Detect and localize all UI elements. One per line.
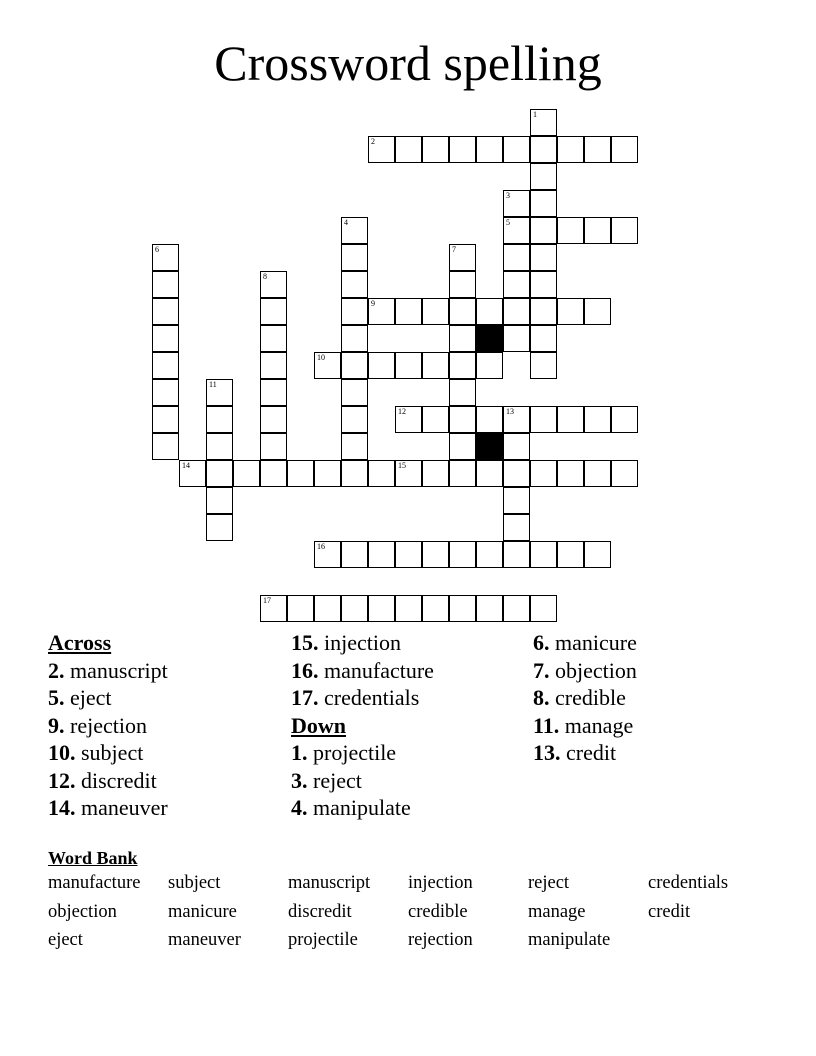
word-bank-word: manuscript [288, 873, 371, 893]
grid-cell[interactable] [611, 217, 638, 244]
grid-cell[interactable] [530, 325, 557, 352]
clue-number: 14 [182, 461, 190, 470]
clue-number: 12 [398, 407, 406, 416]
across-clue-9: 9. rejection [48, 712, 147, 738]
grid-cell[interactable] [449, 325, 476, 352]
grid-cell[interactable] [260, 271, 287, 298]
grid-cell[interactable] [584, 406, 611, 433]
clue-number: 10 [317, 353, 325, 362]
grid-cell[interactable] [449, 244, 476, 271]
across-clue-10: 10. subject [48, 740, 144, 765]
grid-cell[interactable] [530, 190, 557, 217]
grid-cell[interactable] [584, 541, 611, 568]
down-clue-3: 3. reject [291, 767, 362, 793]
grid-cell[interactable] [314, 595, 341, 622]
grid-cell[interactable] [503, 514, 530, 541]
grid-cell[interactable] [503, 595, 530, 622]
down-clue-13: 13. credit [533, 740, 617, 765]
across-clue-15: 15. injection [291, 630, 401, 655]
grid-cell[interactable] [449, 352, 476, 379]
grid-cell[interactable] [179, 460, 206, 487]
word-bank-word: rejection [408, 930, 473, 950]
grid-cell[interactable] [557, 298, 584, 325]
grid-cell[interactable] [395, 460, 422, 487]
grid-cell[interactable] [422, 298, 449, 325]
grid-cell[interactable] [503, 541, 530, 568]
grid-cell[interactable] [449, 298, 476, 325]
grid-cell[interactable] [449, 136, 476, 163]
grid-cell[interactable] [584, 298, 611, 325]
grid-cell[interactable] [422, 136, 449, 163]
grid-cell[interactable] [206, 379, 233, 406]
grid-cell[interactable] [476, 136, 503, 163]
grid-cell[interactable] [422, 406, 449, 433]
clue-number: 3 [506, 191, 510, 200]
grid-cell[interactable] [449, 433, 476, 460]
word-bank-word: eject [48, 930, 83, 950]
grid-cell[interactable] [476, 541, 503, 568]
word-bank-word: projectile [288, 930, 358, 950]
grid-cell[interactable] [503, 298, 530, 325]
black-cell [476, 325, 503, 352]
grid-cell[interactable] [287, 460, 314, 487]
clue-number: 17 [263, 596, 271, 605]
grid-cell[interactable] [530, 298, 557, 325]
grid-cell[interactable] [152, 433, 179, 460]
grid-cell[interactable] [152, 352, 179, 379]
grid-cell[interactable] [422, 460, 449, 487]
grid-cell[interactable] [422, 541, 449, 568]
down-clue-1: 1. projectile [291, 740, 397, 765]
clue-number: 15 [398, 461, 406, 470]
grid-cell[interactable] [476, 352, 503, 379]
word-bank-word: manage [528, 901, 586, 922]
grid-cell[interactable] [287, 595, 314, 622]
grid-cell[interactable] [530, 244, 557, 271]
grid-cell[interactable] [395, 298, 422, 325]
grid-cell[interactable] [314, 541, 341, 568]
grid-cell[interactable] [233, 460, 260, 487]
down-clue-8: 8. credible [533, 685, 626, 710]
down-heading: Down [291, 712, 347, 738]
grid-cell[interactable] [557, 460, 584, 487]
grid-cell[interactable] [260, 595, 287, 622]
grid-cell[interactable] [260, 379, 287, 406]
word-bank-word: manicure [168, 901, 237, 922]
grid-cell[interactable] [476, 406, 503, 433]
grid-cell[interactable] [584, 136, 611, 163]
grid-cell[interactable] [449, 406, 476, 433]
grid-cell[interactable] [341, 595, 368, 622]
grid-cell[interactable] [341, 406, 368, 433]
grid-cell[interactable] [530, 460, 557, 487]
grid-cell[interactable] [611, 460, 638, 487]
grid-cell[interactable] [503, 190, 530, 217]
clue-number: 16 [317, 542, 325, 551]
grid-cell[interactable] [530, 352, 557, 379]
grid-cell[interactable] [422, 595, 449, 622]
grid-cell[interactable] [341, 460, 368, 487]
grid-cell[interactable] [530, 109, 557, 136]
grid-cell[interactable] [503, 406, 530, 433]
across-heading: Across [48, 630, 112, 655]
clue-number: 8 [263, 272, 267, 281]
across-clue-14: 14. maneuver [48, 795, 168, 820]
grid-cell[interactable] [260, 460, 287, 487]
grid-cell[interactable] [206, 514, 233, 541]
grid-cell[interactable] [260, 298, 287, 325]
grid-cell[interactable] [557, 136, 584, 163]
grid-cell[interactable] [341, 352, 368, 379]
grid-cell[interactable] [341, 541, 368, 568]
grid-cell[interactable] [368, 595, 395, 622]
grid-cell[interactable] [476, 460, 503, 487]
clue-number: 5 [506, 218, 510, 227]
clue-number: 9 [371, 299, 375, 308]
across-clue-16: 16. manufacture [291, 657, 434, 683]
grid-cell[interactable] [449, 379, 476, 406]
across-clue-2: 2. manuscript [48, 657, 168, 683]
grid-cell[interactable] [503, 136, 530, 163]
grid-cell[interactable] [503, 460, 530, 487]
grid-cell[interactable] [530, 541, 557, 568]
word-bank-title: Word Bank [48, 848, 138, 868]
grid-cell[interactable] [584, 460, 611, 487]
grid-cell[interactable] [449, 595, 476, 622]
grid-cell[interactable] [395, 136, 422, 163]
clue-column-3 [533, 629, 763, 767]
word-bank-word: credit [648, 901, 691, 922]
grid-cell[interactable] [260, 406, 287, 433]
down-clue-11: 11. manage [533, 712, 634, 738]
grid-cell[interactable] [449, 271, 476, 298]
word-bank-word: manufacture [48, 873, 141, 893]
grid-cell[interactable] [503, 271, 530, 298]
grid-cell[interactable] [503, 217, 530, 244]
clue-number: 1 [533, 110, 537, 119]
grid-cell[interactable] [395, 406, 422, 433]
grid-cell[interactable] [503, 325, 530, 352]
word-bank-word: manipulate [528, 930, 611, 950]
grid-cell[interactable] [611, 136, 638, 163]
word-bank-word: credentials [648, 873, 729, 893]
word-bank-word: reject [528, 873, 570, 893]
grid-cell[interactable] [395, 541, 422, 568]
clue-number: 7 [452, 245, 456, 254]
grid-cell[interactable] [152, 244, 179, 271]
grid-cell[interactable] [341, 433, 368, 460]
word-bank-word: discredit [288, 901, 352, 922]
grid-cell[interactable] [368, 352, 395, 379]
grid-cell[interactable] [449, 541, 476, 568]
grid-cell[interactable] [530, 217, 557, 244]
grid-cell[interactable] [395, 595, 422, 622]
across-clue-5: 5. eject [48, 685, 112, 710]
clue-number: 2 [371, 137, 375, 146]
grid-cell[interactable] [368, 460, 395, 487]
word-bank-word: subject [168, 873, 221, 893]
grid-cell[interactable] [260, 325, 287, 352]
grid-cell[interactable] [557, 541, 584, 568]
black-cell [476, 433, 503, 460]
grid-cell[interactable] [530, 595, 557, 622]
grid-cell[interactable] [476, 298, 503, 325]
grid-cell[interactable] [341, 217, 368, 244]
grid-cell[interactable] [152, 298, 179, 325]
word-bank-word: maneuver [168, 930, 241, 950]
grid-cell[interactable] [152, 406, 179, 433]
grid-cell[interactable] [530, 163, 557, 190]
grid-cell[interactable] [341, 271, 368, 298]
grid-cell[interactable] [422, 352, 449, 379]
grid-cell[interactable] [611, 406, 638, 433]
down-clue-7: 7. objection [533, 657, 637, 683]
grid-cell[interactable] [260, 352, 287, 379]
grid-cell[interactable] [584, 217, 611, 244]
grid-cell[interactable] [206, 487, 233, 514]
word-bank-word: injection [408, 873, 473, 893]
grid-cell[interactable] [341, 298, 368, 325]
clue-number: 6 [155, 245, 159, 254]
grid-cell[interactable] [503, 433, 530, 460]
grid-cell[interactable] [152, 325, 179, 352]
clue-number: 13 [506, 407, 514, 416]
grid-cell[interactable] [206, 433, 233, 460]
word-bank-word: objection [48, 901, 117, 922]
grid-cell[interactable] [206, 406, 233, 433]
grid-cell[interactable] [368, 136, 395, 163]
page-title: Crossword spelling [214, 35, 602, 91]
grid-cell[interactable] [530, 271, 557, 298]
grid-cell[interactable] [314, 460, 341, 487]
grid-cell[interactable] [368, 298, 395, 325]
grid-cell[interactable] [530, 406, 557, 433]
clue-number: 4 [344, 218, 348, 227]
grid-cell[interactable] [314, 352, 341, 379]
word-bank [48, 873, 788, 959]
grid-cell[interactable] [368, 541, 395, 568]
grid-cell[interactable] [206, 460, 233, 487]
grid-cell[interactable] [503, 487, 530, 514]
down-clue-4: 4. manipulate [291, 795, 411, 820]
grid-cell[interactable] [341, 325, 368, 352]
grid-cell[interactable] [260, 433, 287, 460]
grid-cell[interactable] [152, 271, 179, 298]
clue-number: 11 [209, 380, 217, 389]
grid-cell[interactable] [530, 136, 557, 163]
down-clue-6: 6. manicure [533, 630, 637, 655]
grid-cell[interactable] [557, 217, 584, 244]
grid-cell[interactable] [503, 244, 530, 271]
grid-cell[interactable] [476, 595, 503, 622]
across-clue-12: 12. discredit [48, 767, 157, 793]
clue-column-1 [48, 629, 278, 822]
grid-cell[interactable] [341, 379, 368, 406]
clue-column-2 [291, 629, 521, 822]
word-bank-word: credible [408, 901, 468, 922]
grid-cell[interactable] [152, 379, 179, 406]
grid-cell[interactable] [395, 352, 422, 379]
grid-cell[interactable] [557, 406, 584, 433]
across-clue-17: 17. credentials [291, 685, 420, 710]
grid-cell[interactable] [341, 244, 368, 271]
grid-cell[interactable] [449, 460, 476, 487]
